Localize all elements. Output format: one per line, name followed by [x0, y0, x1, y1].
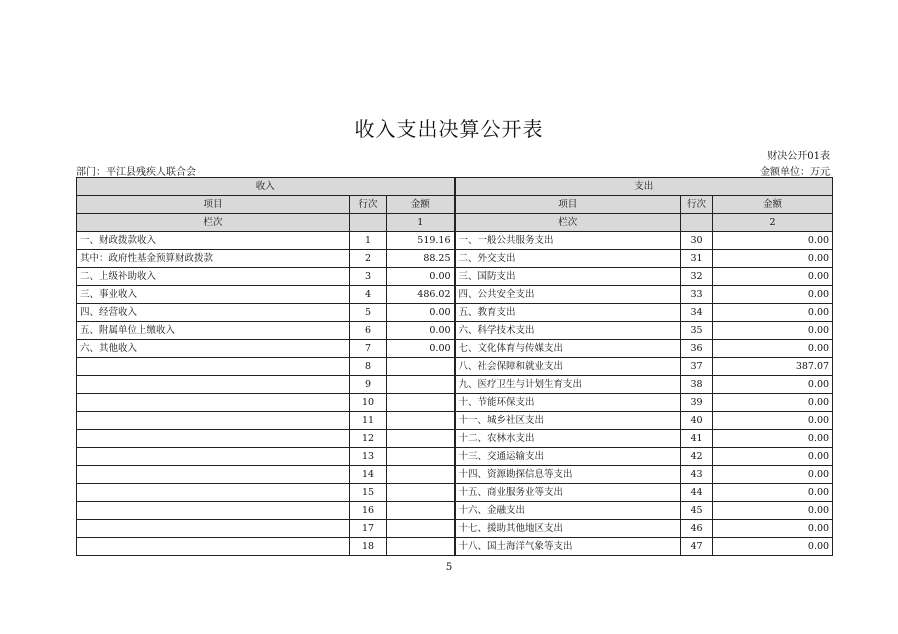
- table-row: [77, 250, 833, 268]
- income-amount-cell: 486.02: [387, 286, 455, 304]
- income-item-cell: 四、经营收入: [77, 304, 350, 322]
- expense-item-cell: 七、文化体育与传媒支出: [455, 340, 681, 358]
- table-row: [77, 466, 833, 484]
- expense-amount-cell: 0.00: [713, 340, 833, 358]
- expense-line-no-header: 行次: [681, 196, 713, 214]
- expense-line-no-cell: 34: [681, 304, 713, 322]
- income-line-no-cell: 18: [350, 538, 387, 556]
- expense-amount-cell: 0.00: [713, 268, 833, 286]
- income-item-cell: [77, 358, 350, 376]
- expense-amount-cell: 0.00: [713, 286, 833, 304]
- income-amount-cell: [387, 538, 455, 556]
- income-amount-cell: [387, 376, 455, 394]
- income-column-label: 栏次: [77, 214, 350, 232]
- income-line-no-cell: 4: [350, 286, 387, 304]
- table-row: [77, 376, 833, 394]
- expense-item-header: 项目: [455, 196, 681, 214]
- income-amount-cell: [387, 394, 455, 412]
- income-item-cell: 五、附属单位上缴收入: [77, 322, 350, 340]
- expense-amount-cell: 0.00: [713, 448, 833, 466]
- income-amount-cell: 0.00: [387, 304, 455, 322]
- income-amount-cell: 519.16: [387, 232, 455, 250]
- expense-line-no-cell: 45: [681, 502, 713, 520]
- income-item-cell: [77, 376, 350, 394]
- expense-line-no-cell: 46: [681, 520, 713, 538]
- expense-line-no-cell: 40: [681, 412, 713, 430]
- expense-item-cell: 四、公共安全支出: [455, 286, 681, 304]
- income-line-no-cell: 14: [350, 466, 387, 484]
- expense-item-cell: 十、节能环保支出: [455, 394, 681, 412]
- expense-item-cell: 十六、金融支出: [455, 502, 681, 520]
- expense-line-no-cell: 37: [681, 358, 713, 376]
- income-amount-cell: [387, 430, 455, 448]
- income-item-cell: [77, 520, 350, 538]
- income-line-no-cell: 17: [350, 520, 387, 538]
- income-amount-cell: 0.00: [387, 340, 455, 358]
- expense-amount-cell: 0.00: [713, 376, 833, 394]
- expense-item-cell: 十二、农林水支出: [455, 430, 681, 448]
- income-line-no-cell: 11: [350, 412, 387, 430]
- income-amount-cell: [387, 448, 455, 466]
- income-line-no-cell: 6: [350, 322, 387, 340]
- table-row: [77, 538, 833, 556]
- expense-amount-cell: 0.00: [713, 520, 833, 538]
- expense-item-cell: 九、医疗卫生与计划生育支出: [455, 376, 681, 394]
- expense-line-no-cell: 31: [681, 250, 713, 268]
- expense-column-number: 2: [713, 214, 833, 232]
- expense-amount-cell: 0.00: [713, 304, 833, 322]
- table-row: [77, 322, 833, 340]
- expense-item-cell: 十四、资源勘探信息等支出: [455, 466, 681, 484]
- expense-line-no-cell: 47: [681, 538, 713, 556]
- income-item-cell: [77, 502, 350, 520]
- expense-item-cell: 三、国防支出: [455, 268, 681, 286]
- table-row: [77, 340, 833, 358]
- expense-item-cell: 一、一般公共服务支出: [455, 232, 681, 250]
- expense-amount-cell: 0.00: [713, 538, 833, 556]
- expense-amount-cell: 0.00: [713, 466, 833, 484]
- expense-amount-cell: 0.00: [713, 232, 833, 250]
- expense-line-no-cell: 33: [681, 286, 713, 304]
- income-line-no-cell: 12: [350, 430, 387, 448]
- table-row: [77, 502, 833, 520]
- income-item-cell: [77, 484, 350, 502]
- income-item-cell: [77, 394, 350, 412]
- income-line-no-cell: 13: [350, 448, 387, 466]
- income-line-no-cell: 16: [350, 502, 387, 520]
- column-number-row: [77, 214, 833, 232]
- income-line-no-cell: 5: [350, 304, 387, 322]
- expense-amount-cell: 387.07: [713, 358, 833, 376]
- income-item-cell: 其中：政府性基金预算财政拨款: [77, 250, 350, 268]
- form-code: 财决公开01表: [767, 151, 830, 162]
- expense-line-no-cell: 35: [681, 322, 713, 340]
- expense-item-cell: 八、社会保障和就业支出: [455, 358, 681, 376]
- table-row: [77, 448, 833, 466]
- table-row: [77, 286, 833, 304]
- expense-item-cell: 十七、援助其他地区支出: [455, 520, 681, 538]
- column-header-row: [77, 196, 833, 214]
- expense-line-no-blank: [681, 214, 713, 232]
- expense-amount-cell: 0.00: [713, 250, 833, 268]
- income-amount-cell: [387, 520, 455, 538]
- table-row: [77, 394, 833, 412]
- table-row: [77, 412, 833, 430]
- expense-section-header: 支出: [455, 178, 833, 196]
- income-line-no-cell: 15: [350, 484, 387, 502]
- income-line-no-header: 行次: [350, 196, 387, 214]
- income-amount-header: 金额: [387, 196, 455, 214]
- income-amount-cell: 0.00: [387, 322, 455, 340]
- income-line-no-blank: [350, 214, 387, 232]
- expense-item-cell: 十五、商业服务业等支出: [455, 484, 681, 502]
- expense-item-cell: 十一、城乡社区支出: [455, 412, 681, 430]
- expense-item-cell: 十三、交通运输支出: [455, 448, 681, 466]
- expense-item-cell: 六、科学技术支出: [455, 322, 681, 340]
- expense-amount-cell: 0.00: [713, 322, 833, 340]
- income-item-cell: [77, 430, 350, 448]
- expense-line-no-cell: 41: [681, 430, 713, 448]
- table-row: [77, 358, 833, 376]
- income-amount-cell: [387, 502, 455, 520]
- income-item-cell: [77, 412, 350, 430]
- income-amount-cell: 0.00: [387, 268, 455, 286]
- expense-amount-cell: 0.00: [713, 484, 833, 502]
- income-amount-cell: 88.25: [387, 250, 455, 268]
- expense-item-cell: 五、教育支出: [455, 304, 681, 322]
- income-line-no-cell: 7: [350, 340, 387, 358]
- income-line-no-cell: 2: [350, 250, 387, 268]
- table-row: [77, 232, 833, 250]
- income-line-no-cell: 3: [350, 268, 387, 286]
- expense-item-cell: 二、外交支出: [455, 250, 681, 268]
- page-number: 5: [445, 562, 453, 573]
- page-title: 收入支出决算公开表: [354, 117, 544, 141]
- income-amount-cell: [387, 358, 455, 376]
- income-amount-cell: [387, 412, 455, 430]
- expense-column-label: 栏次: [455, 214, 681, 232]
- expense-line-no-cell: 44: [681, 484, 713, 502]
- income-line-no-cell: 1: [350, 232, 387, 250]
- department-label: 部门：平江县残疾人联合会: [76, 167, 196, 178]
- expense-amount-header: 金额: [713, 196, 833, 214]
- income-item-cell: 二、上级补助收入: [77, 268, 350, 286]
- table-row: [77, 304, 833, 322]
- income-line-no-cell: 8: [350, 358, 387, 376]
- income-item-cell: [77, 448, 350, 466]
- expense-amount-cell: 0.00: [713, 394, 833, 412]
- amount-unit-label: 金额单位：万元: [760, 167, 830, 178]
- income-item-header: 项目: [77, 196, 350, 214]
- income-amount-cell: [387, 466, 455, 484]
- expense-line-no-cell: 32: [681, 268, 713, 286]
- income-item-cell: [77, 466, 350, 484]
- income-column-number: 1: [387, 214, 455, 232]
- expense-line-no-cell: 38: [681, 376, 713, 394]
- expense-line-no-cell: 36: [681, 340, 713, 358]
- income-item-cell: 六、其他收入: [77, 340, 350, 358]
- expense-line-no-cell: 43: [681, 466, 713, 484]
- income-item-cell: 一、财政拨款收入: [77, 232, 350, 250]
- income-line-no-cell: 9: [350, 376, 387, 394]
- table-row: [77, 484, 833, 502]
- table-row: [77, 430, 833, 448]
- expense-line-no-cell: 30: [681, 232, 713, 250]
- table-row: [77, 520, 833, 538]
- income-expense-table: [76, 177, 833, 556]
- expense-line-no-cell: 42: [681, 448, 713, 466]
- table-row: [77, 268, 833, 286]
- expense-amount-cell: 0.00: [713, 430, 833, 448]
- income-item-cell: [77, 538, 350, 556]
- expense-line-no-cell: 39: [681, 394, 713, 412]
- expense-item-cell: 十八、国土海洋气象等支出: [455, 538, 681, 556]
- income-item-cell: 三、事业收入: [77, 286, 350, 304]
- section-header-row: [77, 178, 833, 196]
- expense-amount-cell: 0.00: [713, 502, 833, 520]
- expense-amount-cell: 0.00: [713, 412, 833, 430]
- income-section-header: 收入: [77, 178, 455, 196]
- income-line-no-cell: 10: [350, 394, 387, 412]
- income-amount-cell: [387, 484, 455, 502]
